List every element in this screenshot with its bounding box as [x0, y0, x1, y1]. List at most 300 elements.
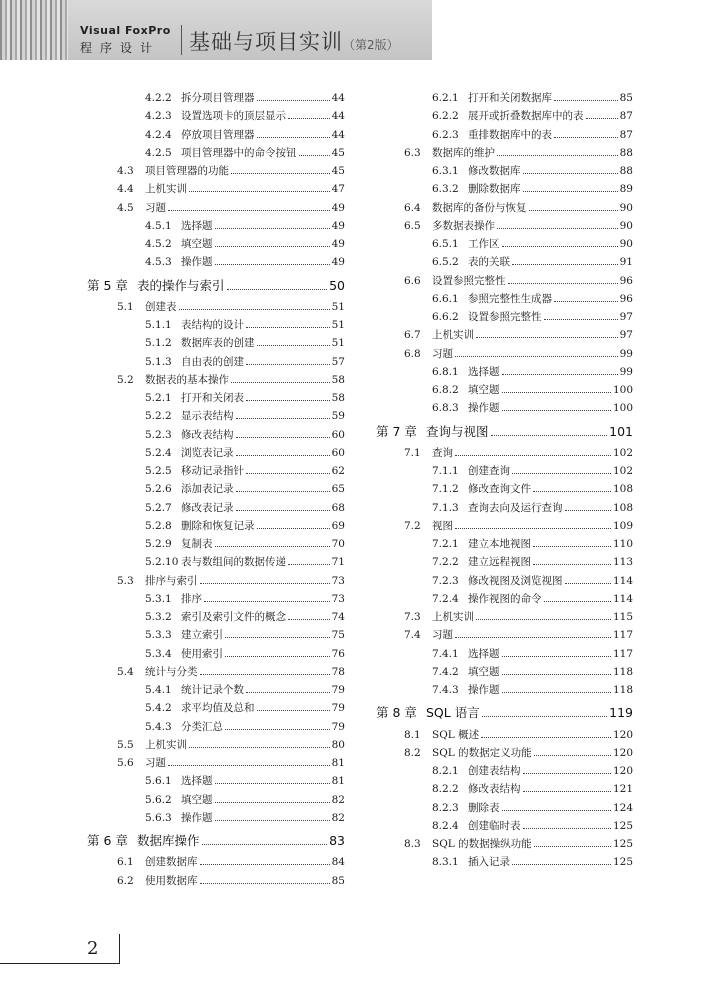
- toc-entry-page: 120: [612, 765, 633, 777]
- toc-leader-dots: [512, 264, 618, 265]
- toc-entry-title: 修改表记录: [181, 501, 234, 514]
- toc-entry: [145, 318, 345, 332]
- toc-entry-page: 80: [331, 738, 345, 751]
- toc-entry-number: 7.2.1: [432, 538, 459, 550]
- toc-entry-number: 6.6: [404, 274, 421, 287]
- toc-entry-page: 79: [331, 702, 345, 715]
- toc-leader-dots: [215, 802, 330, 803]
- toc-entry-title: 重排数据库中的表: [468, 128, 552, 141]
- toc-entry-title: 选择题: [468, 647, 500, 660]
- toc-leader-dots: [257, 345, 330, 346]
- toc-entry-title: 查询与视图: [426, 423, 489, 439]
- toc-entry-number: 6.5.1: [432, 238, 459, 250]
- toc-chapter-entry: [376, 424, 633, 440]
- toc-entry-page: 76: [331, 647, 345, 660]
- toc-entry-title: 修改视图及浏览视图: [468, 574, 563, 587]
- toc-entry-title: 停放项目管理器: [181, 128, 255, 141]
- toc-leader-dots: [502, 410, 611, 411]
- toc-entry-page: 120: [612, 728, 633, 741]
- toc-entry-title: SQL 概述: [432, 728, 480, 741]
- toc-entry: [432, 91, 633, 105]
- toc-leader-dots: [534, 846, 611, 847]
- toc-entry-number: 6.8: [404, 347, 421, 360]
- toc-entry-number: 7.2: [404, 519, 421, 532]
- toc-entry: [117, 300, 345, 314]
- toc-leader-dots: [502, 692, 611, 693]
- toc-entry-page: 90: [619, 238, 633, 250]
- toc-entry-page: 101: [609, 423, 633, 439]
- toc-entry-number: 5.4.1: [145, 684, 172, 696]
- toc-entry-number: 6.2.1: [432, 92, 459, 104]
- toc-entry: [404, 728, 633, 742]
- toc-entry: [117, 164, 345, 178]
- toc-leader-dots: [455, 637, 611, 638]
- toc-entry-title: 创建查询: [468, 465, 510, 477]
- toc-entry-page: 125: [612, 838, 633, 850]
- toc-entry-page: 49: [331, 256, 345, 269]
- toc-leader-dots: [200, 674, 330, 675]
- toc-entry-page: 85: [331, 874, 345, 887]
- toc-entry-number: 4.5.3: [145, 256, 172, 269]
- toc-entry-number: 5.3: [117, 574, 134, 587]
- toc-entry: [145, 592, 345, 606]
- toc-entry-page: 100: [612, 384, 633, 396]
- toc-entry-page: 57: [331, 355, 345, 368]
- toc-leader-dots: [554, 301, 618, 302]
- toc-entry: [432, 801, 633, 815]
- toc-entry: [404, 519, 633, 533]
- toc-entry: [432, 647, 633, 661]
- toc-entry-title: 选择题: [468, 365, 500, 378]
- toc-entry: [145, 793, 345, 807]
- toc-entry-page: 60: [331, 428, 345, 441]
- toc-leader-dots: [533, 546, 611, 547]
- toc-entry-page: 62: [331, 465, 345, 477]
- toc-entry-number: 6.8.1: [432, 365, 459, 378]
- toc-entry-title: 排序: [181, 592, 202, 605]
- toc-leader-dots: [533, 564, 611, 565]
- toc-entry-title: 上机实训: [145, 738, 187, 751]
- toc-entry-page: 118: [612, 665, 633, 678]
- toc-entry-title: 创建表结构: [468, 765, 521, 777]
- toc-entry-number: 6.8.2: [432, 384, 459, 396]
- toc-entry-title: 操作题: [468, 684, 500, 696]
- toc-leader-dots: [204, 601, 330, 602]
- toc-entry: [145, 683, 345, 697]
- toc-entry-title: 使用数据库: [145, 874, 198, 887]
- toc-entry-number: 6.5.2: [432, 256, 459, 269]
- toc-entry: [432, 182, 633, 196]
- toc-leader-dots: [231, 382, 330, 383]
- toc-leader-dots: [257, 528, 330, 529]
- toc-entry-page: 110: [612, 538, 633, 550]
- toc-entry-title: 添加表记录: [181, 483, 234, 496]
- toc-entry-number: 5.2.9: [145, 538, 172, 550]
- toc-entry-title: 修改查询文件: [468, 483, 531, 496]
- toc-leader-dots: [189, 191, 330, 192]
- toc-entry-page: 73: [331, 574, 345, 587]
- toc-entry-title: 填空题: [181, 793, 213, 806]
- toc-entry-number: 4.2.3: [145, 110, 172, 123]
- toc-entry-number: 8.3.1: [432, 856, 459, 869]
- toc-entry-number: 7.4.1: [432, 647, 459, 660]
- toc-entry-title: 移动记录指针: [181, 465, 244, 477]
- toc-entry: [432, 292, 633, 306]
- toc-entry-title: 数据库的维护: [432, 146, 495, 159]
- toc-entry-page: 119: [609, 705, 633, 721]
- toc-entry-title: 创建表: [145, 300, 177, 313]
- toc-entry-number: 4.2.2: [145, 92, 172, 104]
- toc-entry: [145, 336, 345, 350]
- toc-entry-title: 填空题: [181, 238, 213, 250]
- toc-entry-number: 5.2.3: [145, 428, 172, 441]
- toc-leader-dots: [225, 729, 330, 730]
- toc-leader-dots: [227, 289, 328, 290]
- toc-entry: [145, 464, 345, 478]
- toc-entry-number: 第 7 章: [376, 423, 417, 439]
- toc-entry: [145, 91, 345, 105]
- toc-entry: [432, 128, 633, 142]
- toc-entry-title: 多数据表操作: [432, 219, 495, 232]
- header-stripes: [0, 0, 68, 60]
- toc-entry: [145, 355, 345, 369]
- toc-entry-page: 87: [619, 110, 633, 123]
- toc-entry-page: 114: [612, 574, 633, 587]
- toc-entry-number: 8.2.4: [432, 819, 459, 832]
- series-title-en: Visual FoxPro: [80, 24, 171, 37]
- toc-entry-page: 79: [331, 720, 345, 733]
- toc-entry: [145, 628, 345, 642]
- toc-entry: [145, 146, 345, 160]
- toc-leader-dots: [502, 392, 611, 393]
- toc-chapter-entry: [376, 705, 633, 721]
- toc-entry-page: 88: [619, 146, 633, 159]
- toc-entry-page: 108: [612, 501, 633, 514]
- toc-leader-dots: [586, 118, 618, 119]
- toc-entry-title: 上机实训: [145, 183, 187, 196]
- toc-leader-dots: [502, 674, 611, 675]
- toc-entry-title: 排序与索引: [145, 574, 198, 587]
- toc-entry-page: 70: [331, 538, 345, 550]
- toc-entry-number: 7.4: [404, 629, 421, 642]
- toc-entry-title: 设置选项卡的顶层显示: [181, 110, 286, 123]
- toc-entry: [432, 255, 633, 269]
- toc-entry-title: 拆分项目管理器: [181, 92, 255, 104]
- toc-entry-title: SQL 的数据操纵功能: [432, 838, 532, 850]
- toc-entry-title: 工作区: [468, 238, 500, 250]
- toc-entry: [145, 237, 345, 251]
- toc-entry-title: 上机实训: [432, 611, 474, 623]
- toc-entry-title: 操作题: [181, 811, 213, 824]
- toc-entry-page: 90: [619, 201, 633, 214]
- toc-entry-number: 6.8.3: [432, 402, 459, 415]
- toc-leader-dots: [497, 155, 618, 156]
- toc-entry-number: 5.1.2: [145, 337, 172, 350]
- toc-entry-title: 删除表: [468, 801, 500, 814]
- toc-leader-dots: [497, 228, 618, 229]
- toc-leader-dots: [502, 656, 611, 657]
- toc-leader-dots: [215, 246, 330, 247]
- toc-entry-page: 102: [612, 446, 633, 459]
- toc-entry-number: 8.2.2: [432, 783, 459, 796]
- toc-entry-page: 44: [331, 128, 345, 141]
- toc-entry-number: 6.6.1: [432, 292, 459, 305]
- toc-leader-dots: [200, 864, 330, 865]
- toc-entry-title: 数据库操作: [137, 833, 200, 848]
- toc-entry-title: 创建临时表: [468, 819, 521, 832]
- toc-entry-title: 自由表的创建: [181, 355, 244, 368]
- toc-entry-page: 81: [331, 757, 345, 769]
- toc-entry-number: 8.2: [404, 746, 421, 759]
- toc-entry: [117, 855, 345, 869]
- toc-entry-number: 6.7: [404, 329, 421, 342]
- toc-leader-dots: [491, 435, 608, 436]
- toc-entry-number: 第 6 章: [87, 833, 128, 848]
- toc-entry-page: 71: [331, 556, 345, 569]
- toc-leader-dots: [200, 583, 330, 584]
- toc-entry: [404, 837, 633, 851]
- toc-entry-page: 89: [619, 183, 633, 196]
- toc-entry-page: 82: [331, 811, 345, 824]
- toc-entry-number: 4.5: [117, 201, 134, 214]
- toc-entry-title: 填空题: [468, 665, 500, 678]
- toc-entry-number: 5.5: [117, 738, 134, 751]
- toc-entry-number: 8.1: [404, 728, 421, 741]
- toc-leader-dots: [215, 783, 330, 784]
- toc-entry-title: 插入记录: [468, 856, 510, 869]
- toc-leader-dots: [215, 264, 330, 265]
- toc-entry: [432, 782, 633, 796]
- toc-entry: [117, 574, 345, 588]
- toc-entry-title: 数据表的基本操作: [145, 373, 229, 386]
- toc-entry-page: 49: [331, 219, 345, 232]
- toc-entry-title: 操作题: [468, 402, 500, 415]
- toc-leader-dots: [476, 619, 611, 620]
- toc-entry-number: 5.3.1: [145, 592, 172, 605]
- toc-entry-page: 83: [329, 833, 345, 848]
- toc-entry-number: 5.2.4: [145, 446, 172, 459]
- toc-entry-page: 88: [619, 165, 633, 177]
- toc-chapter-entry: [87, 278, 345, 294]
- toc-entry: [117, 373, 345, 387]
- toc-entry-title: 查询: [432, 446, 453, 459]
- toc-leader-dots: [565, 583, 611, 584]
- toc-entry: [145, 409, 345, 423]
- toc-entry-title: 显示表结构: [181, 410, 234, 423]
- toc-entry-page: 125: [612, 819, 633, 832]
- book-title-text: 基础与项目实训: [189, 30, 343, 54]
- toc-entry-page: 91: [619, 256, 633, 269]
- toc-leader-dots: [455, 528, 611, 529]
- toc-entry-page: 87: [619, 128, 633, 141]
- toc-entry-number: 6.3: [404, 146, 421, 159]
- toc-entry: [432, 109, 633, 123]
- toc-entry-number: 5.6: [117, 757, 134, 769]
- toc-leader-dots: [246, 692, 330, 693]
- toc-entry: [145, 109, 345, 123]
- toc-leader-dots: [554, 100, 618, 101]
- toc-leader-dots: [288, 619, 330, 620]
- toc-entry-page: 73: [331, 592, 345, 605]
- toc-entry: [404, 219, 633, 233]
- toc-entry-number: 7.1.2: [432, 483, 459, 496]
- book-header: [0, 0, 432, 60]
- toc-leader-dots: [512, 864, 611, 865]
- toc-leader-dots: [200, 883, 330, 884]
- toc-leader-dots: [236, 437, 330, 438]
- toc-entry-number: 5.3.4: [145, 647, 172, 660]
- toc-entry-title: 打开和关闭数据库: [468, 92, 552, 104]
- toc-entry: [145, 391, 345, 405]
- toc-leader-dots: [236, 418, 330, 419]
- book-title: [189, 26, 399, 56]
- toc-entry: [432, 464, 633, 478]
- toc-entry-page: 82: [331, 793, 345, 806]
- toc-leader-dots: [257, 100, 330, 101]
- toc-entry-number: 4.5.1: [145, 219, 172, 232]
- toc-entry: [145, 482, 345, 496]
- toc-leader-dots: [533, 491, 611, 492]
- toc-entry-title: 表的关联: [468, 256, 510, 269]
- toc-leader-dots: [554, 137, 618, 138]
- toc-entry-number: 5.2.5: [145, 465, 172, 477]
- toc-entry: [145, 428, 345, 442]
- toc-entry-number: 第 5 章: [87, 277, 128, 293]
- toc-entry-title: 复制表: [181, 538, 213, 550]
- toc-entry-title: 查询去向及运行查询: [468, 501, 563, 514]
- toc-chapter-entry: [87, 833, 345, 849]
- toc-entry-page: 99: [619, 347, 633, 360]
- toc-entry-page: 47: [331, 183, 345, 196]
- toc-entry: [145, 537, 345, 551]
- toc-entry-page: 51: [331, 300, 345, 313]
- toc-entry: [432, 482, 633, 496]
- toc-entry-page: 99: [619, 365, 633, 378]
- toc-entry-page: 79: [331, 684, 345, 696]
- toc-entry: [432, 819, 633, 833]
- toc-entry-page: 78: [331, 665, 345, 678]
- toc-entry-number: 6.2.3: [432, 128, 459, 141]
- toc-entry-page: 85: [619, 92, 633, 104]
- toc-entry-number: 5.4.2: [145, 702, 172, 715]
- toc-entry: [117, 201, 345, 215]
- toc-entry-number: 7.1: [404, 446, 421, 459]
- toc-entry-number: 5.3.2: [145, 611, 172, 623]
- toc-leader-dots: [565, 510, 611, 511]
- toc-entry-title: 操作题: [181, 256, 213, 269]
- toc-entry-page: 51: [331, 337, 345, 350]
- header-divider: [181, 25, 182, 55]
- toc-entry-page: 100: [612, 402, 633, 415]
- toc-entry: [145, 811, 345, 825]
- toc-leader-dots: [257, 137, 330, 138]
- edition-label: （第2版）: [343, 38, 399, 52]
- footer-vertical-rule: [119, 934, 120, 964]
- toc-entry-title: 参照完整性生成器: [468, 292, 552, 305]
- toc-entry: [145, 647, 345, 661]
- toc-entry-page: 90: [619, 219, 633, 232]
- toc-leader-dots: [523, 791, 611, 792]
- toc-entry-page: 69: [331, 519, 345, 532]
- toc-leader-dots: [215, 228, 330, 229]
- toc-entry-page: 44: [331, 110, 345, 123]
- toc-entry-page: 68: [331, 501, 345, 514]
- toc-entry-number: 6.2: [117, 874, 134, 887]
- toc-entry-page: 108: [612, 483, 633, 496]
- toc-entry: [145, 255, 345, 269]
- toc-entry-number: 6.6.2: [432, 311, 459, 323]
- toc-leader-dots: [168, 765, 330, 766]
- toc-leader-dots: [502, 374, 618, 375]
- toc-entry-title: 数据库表的创建: [181, 337, 255, 350]
- toc-entry-page: 81: [331, 775, 345, 788]
- toc-entry: [117, 182, 345, 196]
- toc-entry-number: 5.2.7: [145, 501, 172, 514]
- toc-entry-title: SQL 的数据定义功能: [432, 746, 532, 759]
- toc-entry-number: 7.1.3: [432, 501, 459, 514]
- toc-entry-page: 97: [619, 311, 633, 323]
- toc-entry-number: 8.2.3: [432, 801, 459, 814]
- toc-entry-page: 97: [619, 329, 633, 342]
- toc-entry-number: 5.4: [117, 665, 134, 678]
- toc-entry: [145, 128, 345, 142]
- toc-entry-title: 操作视图的命令: [468, 592, 542, 605]
- toc-entry-title: 项目管理器中的命令按钮: [181, 146, 297, 159]
- toc-entry: [432, 537, 633, 551]
- toc-entry: [432, 555, 633, 569]
- toc-leader-dots: [508, 283, 618, 284]
- toc-entry: [432, 501, 633, 515]
- toc-leader-dots: [231, 173, 330, 174]
- toc-leader-dots: [246, 364, 330, 365]
- toc-entry-number: 5.6.1: [145, 775, 172, 788]
- toc-entry-page: 49: [331, 238, 345, 250]
- toc-entry-page: 75: [331, 629, 345, 642]
- toc-entry: [404, 328, 633, 342]
- toc-leader-dots: [523, 173, 618, 174]
- toc-entry: [404, 446, 633, 460]
- toc-entry: [145, 219, 345, 233]
- toc-entry-number: 7.1.1: [432, 465, 459, 477]
- page-number: 2: [87, 938, 99, 959]
- toc-entry-title: 创建数据库: [145, 856, 198, 869]
- toc-entry: [432, 237, 633, 251]
- toc-leader-dots: [288, 118, 330, 119]
- toc-leader-dots: [482, 716, 607, 717]
- toc-entry-title: 分类汇总: [181, 720, 223, 733]
- toc-entry-number: 8.2.1: [432, 765, 459, 777]
- series-title-cn: 程序设计: [80, 41, 161, 55]
- toc-leader-dots: [523, 773, 611, 774]
- toc-entry-title: 修改数据库: [468, 165, 521, 177]
- toc-entry-page: 120: [612, 746, 633, 759]
- toc-entry-page: 125: [612, 856, 633, 869]
- toc-entry-page: 84: [331, 856, 345, 869]
- toc-entry-page: 58: [331, 392, 345, 404]
- toc-entry-number: 7.2.3: [432, 574, 459, 587]
- toc-entry-page: 44: [331, 92, 345, 104]
- toc-leader-dots: [236, 455, 330, 456]
- toc-entry-number: 6.2.2: [432, 110, 459, 123]
- toc-entry-number: 5.4.3: [145, 720, 172, 733]
- toc-leader-dots: [225, 637, 330, 638]
- toc-entry: [432, 310, 633, 324]
- toc-entry-page: 109: [612, 519, 633, 532]
- toc-entry-number: 6.4: [404, 201, 421, 214]
- toc-entry-title: 展开或折叠数据库中的表: [468, 110, 584, 123]
- toc-leader-dots: [544, 319, 618, 320]
- toc-entry-page: 117: [612, 629, 633, 642]
